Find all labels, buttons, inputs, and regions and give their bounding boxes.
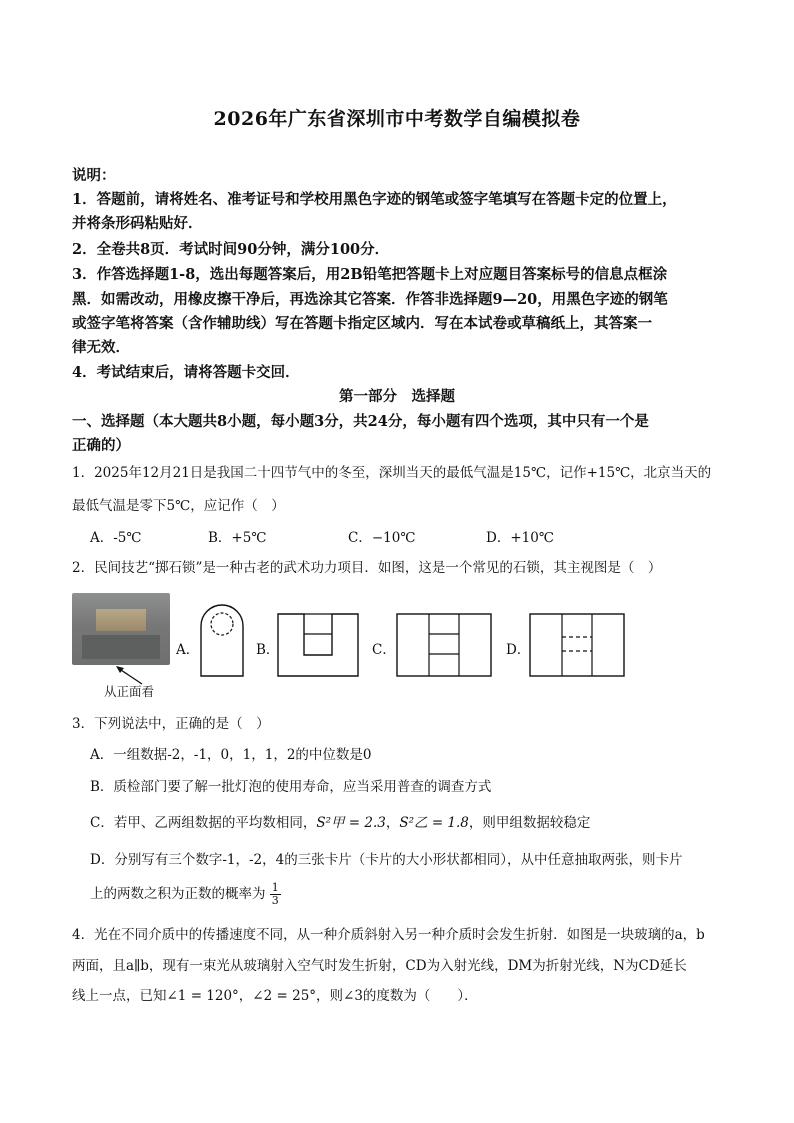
- q3-separator: ，: [385, 815, 400, 831]
- q1-option-a: A．-5℃: [90, 530, 142, 546]
- page-title: 2026年广东省深圳市中考数学自编模拟卷: [213, 108, 581, 130]
- stone-lock-photo: [72, 593, 170, 665]
- q3-variance-yi: S²乙 = 1.8: [399, 815, 469, 831]
- question-2-text: 2．民间技艺“掷石锁”是一种古老的武术功力项目．如图，这是一个常见的石锁，其主视图是（ ）: [72, 560, 662, 576]
- q1-option-b: B．+5℃: [208, 530, 267, 546]
- q2-option-c-label: C．: [372, 642, 396, 658]
- q3-option-d-text: 上的两数之积为正数的概率为: [90, 886, 266, 902]
- fraction-denominator: 3: [271, 894, 279, 907]
- q2-option-c-figure: [396, 613, 492, 677]
- q3-variance-jia: S²甲 = 2.3: [316, 815, 386, 831]
- instruction-line: 2．全卷共8页．考试时间90分钟，满分100分．: [72, 241, 390, 258]
- stone-lock-base: [82, 635, 160, 659]
- section-heading: 一、选择题（本大题共8小题，每小题3分，共24分，每小题有四个选项，其中只有一个是: [72, 413, 649, 430]
- instruction-line: 黑．如需改动，用橡皮擦干净后，再选涂其它答案．作答非选择题9—20，用黑色字迹的钢笔: [72, 291, 668, 308]
- question-3-text: 3．下列说法中，正确的是（ ）: [72, 716, 270, 732]
- instructions-heading: 说明：: [72, 167, 116, 184]
- q3-option-c-text: C．若甲、乙两组数据的平均数相同，: [90, 815, 317, 831]
- instruction-line: 律无效．: [72, 339, 130, 356]
- question-4-text-cont: 两面，且a∥b，现有一束光从玻璃射入空气时发生折射，CD为入射光线，DM为折射光线，N为CD延长: [72, 958, 687, 974]
- q1-option-d: D．+10℃: [486, 530, 554, 546]
- stone-lock-handle-slot: [96, 609, 146, 631]
- question-1-text-cont: 最低气温是零下5℃，应记作（ ）: [72, 498, 285, 514]
- part-title: 第一部分 选择题: [339, 388, 455, 405]
- q3-option-c: [90, 812, 742, 834]
- q2-option-d-label: D．: [506, 642, 531, 658]
- view-direction-caption: 从正面看: [104, 684, 155, 699]
- q3-option-d-cont: [90, 882, 742, 907]
- q2-option-d-figure: [529, 613, 625, 677]
- question-1-text: 1．2025年12月21日是我国二十四节气中的冬至，深圳当天的最低气温是15℃，记作+15℃，北京当天的: [72, 465, 712, 481]
- probability-fraction: [270, 882, 281, 907]
- instruction-line: 4．考试结束后，请将答题卡交回．: [72, 364, 300, 381]
- question-4-text: 4．光在不同介质中的传播速度不同，从一种介质斜射入另一种介质时会发生折射．如图是一块玻璃的a，b: [72, 927, 705, 943]
- q1-option-c: C．−10℃: [348, 530, 416, 546]
- q2-option-b-label: B．: [256, 642, 280, 658]
- instruction-line: 并将条形码粘贴好．: [72, 215, 203, 232]
- q3-option-b: B．质检部门要了解一批灯泡的使用寿命，应当采用普查的调查方式: [90, 779, 492, 795]
- instruction-line: 3．作答选择题1-8，选出每题答案后，用2B铅笔把答题卡上对应题目答案标号的信息点框涂: [72, 266, 668, 283]
- fraction-numerator: 1: [271, 881, 279, 894]
- q2-option-b-figure: [277, 613, 359, 677]
- instruction-line: 或签字笔将答案（含作辅助线）写在答题卡指定区域内．写在本试卷或草稿纸上，其答案一: [72, 315, 652, 332]
- section-heading-cont: 正确的）: [72, 437, 130, 454]
- q2-option-a-figure: [198, 602, 246, 678]
- q3-option-a: A．一组数据-2，-1，0，1，1，2的中位数是0: [90, 747, 372, 763]
- question-4-text-cont: 线上一点，已知∠1 = 120°，∠2 = 25°，则∠3的度数为（ ）．: [72, 988, 478, 1004]
- q3-option-c-tail: ，则甲组数据较稳定: [468, 815, 591, 831]
- instruction-line: 1．答题前，请将姓名、准考证号和学校用黑色字迹的钢笔或签字笔填写在答题卡定的位置上，: [72, 191, 677, 208]
- q2-option-a-label: A．: [176, 642, 200, 658]
- q3-option-d: D．分别写有三个数字-1，-2，4的三张卡片（卡片的大小形状都相同），从中任意抽取两张，则卡片: [90, 852, 683, 868]
